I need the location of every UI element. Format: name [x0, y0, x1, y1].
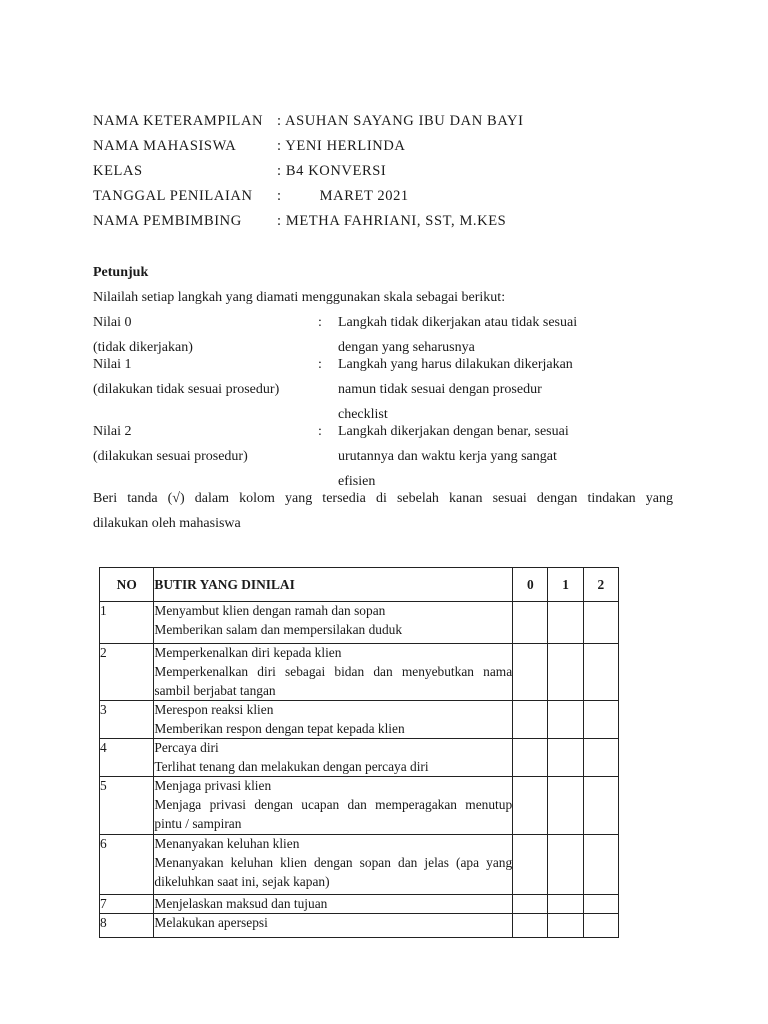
scale-desc: Langkah dikerjakan dengan benar, sesuai: [338, 424, 569, 439]
instructions-heading: Petunjuk: [93, 265, 149, 280]
info-label: NAMA MAHASISWA: [93, 138, 237, 154]
table-header-row: [100, 568, 619, 602]
scale-label: Nilai 0: [93, 315, 132, 330]
score-cell-2[interactable]: [583, 895, 618, 914]
item-description: Menanyakan keluhan klien dengan sopan dan jelas (apa yang dikeluhkan saat ini, sejak kapan): [154, 855, 513, 889]
item-title: Menjaga privasi klien: [154, 778, 272, 793]
info-value: : YENI HERLINDA: [277, 138, 406, 154]
scale-colon: :: [318, 357, 322, 372]
column-header-item: BUTIR YANG DINILAI: [154, 568, 513, 602]
column-header-score-2: 2: [583, 568, 618, 602]
score-cell-1[interactable]: [548, 914, 583, 938]
column-header-score-0: 0: [513, 568, 548, 602]
score-cell-0[interactable]: [513, 739, 548, 777]
table-row: [100, 644, 619, 701]
info-label: TANGGAL PENILAIAN: [93, 188, 253, 204]
row-number: 2: [100, 644, 154, 701]
score-cell-0[interactable]: [513, 644, 548, 701]
scale-label: Nilai 1: [93, 357, 132, 372]
scale-colon: :: [318, 424, 322, 439]
row-number: 8: [100, 914, 154, 938]
row-number: 5: [100, 777, 154, 835]
row-item: [154, 914, 513, 938]
score-cell-0[interactable]: [513, 895, 548, 914]
score-cell-1[interactable]: [548, 777, 583, 835]
table-row: [100, 777, 619, 835]
info-value: : METHA FAHRIANI, SST, M.KES: [277, 213, 507, 229]
item-title: Menanyakan keluhan klien: [154, 836, 300, 851]
scale-desc: efisien: [338, 474, 376, 489]
item-description: Menjaga privasi dengan ucapan dan memperagakan menutup pintu / sampiran: [154, 797, 513, 831]
score-cell-0[interactable]: [513, 602, 548, 644]
item-title: Merespon reaksi klien: [154, 702, 274, 717]
row-item: [154, 895, 513, 914]
scale-desc: urutannya dan waktu kerja yang sangat: [338, 449, 557, 464]
score-cell-2[interactable]: [583, 644, 618, 701]
scale-sublabel: (tidak dikerjakan): [93, 340, 193, 355]
info-label: NAMA KETERAMPILAN: [93, 113, 264, 129]
score-cell-1[interactable]: [548, 644, 583, 701]
column-header-no: NO: [100, 568, 154, 602]
score-cell-0[interactable]: [513, 914, 548, 938]
score-cell-0[interactable]: [513, 777, 548, 835]
table-row: [100, 914, 619, 938]
score-cell-1[interactable]: [548, 739, 583, 777]
info-label: NAMA PEMBIMBING: [93, 213, 242, 229]
score-cell-0[interactable]: [513, 701, 548, 739]
scale-desc: Langkah tidak dikerjakan atau tidak sesuai: [338, 315, 578, 330]
row-number: 7: [100, 895, 154, 914]
info-value: : MARET 2021: [277, 188, 409, 204]
row-item: [154, 602, 513, 644]
scale-desc: checklist: [338, 407, 388, 422]
row-item: [154, 835, 513, 895]
info-value: : B4 KONVERSI: [277, 163, 387, 179]
score-cell-2[interactable]: [583, 701, 618, 739]
score-cell-1[interactable]: [548, 602, 583, 644]
item-description: Terlihat tenang dan melakukan dengan percaya diri: [154, 759, 429, 774]
row-number: 3: [100, 701, 154, 739]
row-number: 6: [100, 835, 154, 895]
score-cell-2[interactable]: [583, 739, 618, 777]
scale-label: Nilai 2: [93, 424, 132, 439]
table-row: [100, 739, 619, 777]
score-cell-1[interactable]: [548, 895, 583, 914]
info-value: : ASUHAN SAYANG IBU DAN BAYI: [277, 113, 524, 129]
item-description: Memberikan respon dengan tepat kepada klien: [154, 721, 405, 736]
instructions-note-continued: dilakukan oleh mahasiswa: [93, 516, 241, 531]
row-item: [154, 777, 513, 835]
table-row: [100, 835, 619, 895]
scale-sublabel: (dilakukan tidak sesuai prosedur): [93, 382, 280, 397]
score-cell-2[interactable]: [583, 602, 618, 644]
item-title: Menyambut klien dengan ramah dan sopan: [154, 603, 386, 618]
table-row: [100, 895, 619, 914]
scale-desc: namun tidak sesuai dengan prosedur: [338, 382, 542, 397]
scale-colon: :: [318, 315, 322, 330]
info-label: KELAS: [93, 163, 143, 179]
score-cell-2[interactable]: [583, 777, 618, 835]
row-item: [154, 701, 513, 739]
score-cell-0[interactable]: [513, 835, 548, 895]
row-number: 4: [100, 739, 154, 777]
score-cell-1[interactable]: [548, 701, 583, 739]
score-cell-2[interactable]: [583, 835, 618, 895]
assessment-table: [99, 567, 619, 938]
row-item: [154, 644, 513, 701]
item-title: Melakukan apersepsi: [154, 915, 268, 930]
table-row: [100, 701, 619, 739]
instructions-intro: Nilailah setiap langkah yang diamati menggunakan skala sebagai berikut:: [93, 290, 506, 305]
scale-desc: Langkah yang harus dilakukan dikerjakan: [338, 357, 573, 372]
item-description: Memperkenalkan diri sebagai bidan dan menyebutkan nama sambil berjabat tangan: [154, 664, 513, 698]
item-title: Percaya diri: [154, 740, 219, 755]
item-description: Memberikan salam dan mempersilakan duduk: [154, 622, 403, 637]
score-cell-1[interactable]: [548, 835, 583, 895]
item-title: Menjelaskan maksud dan tujuan: [154, 896, 328, 911]
row-number: 1: [100, 602, 154, 644]
score-cell-2[interactable]: [583, 914, 618, 938]
item-title: Memperkenalkan diri kepada klien: [154, 645, 342, 660]
instructions-note: Beri tanda (√) dalam kolom yang tersedia di sebelah kanan sesuai dengan tindakan yang: [93, 491, 673, 506]
row-item: [154, 739, 513, 777]
scale-sublabel: (dilakukan sesuai prosedur): [93, 449, 248, 464]
column-header-score-1: 1: [548, 568, 583, 602]
table-row: [100, 602, 619, 644]
scale-desc: dengan yang seharusnya: [338, 340, 475, 355]
